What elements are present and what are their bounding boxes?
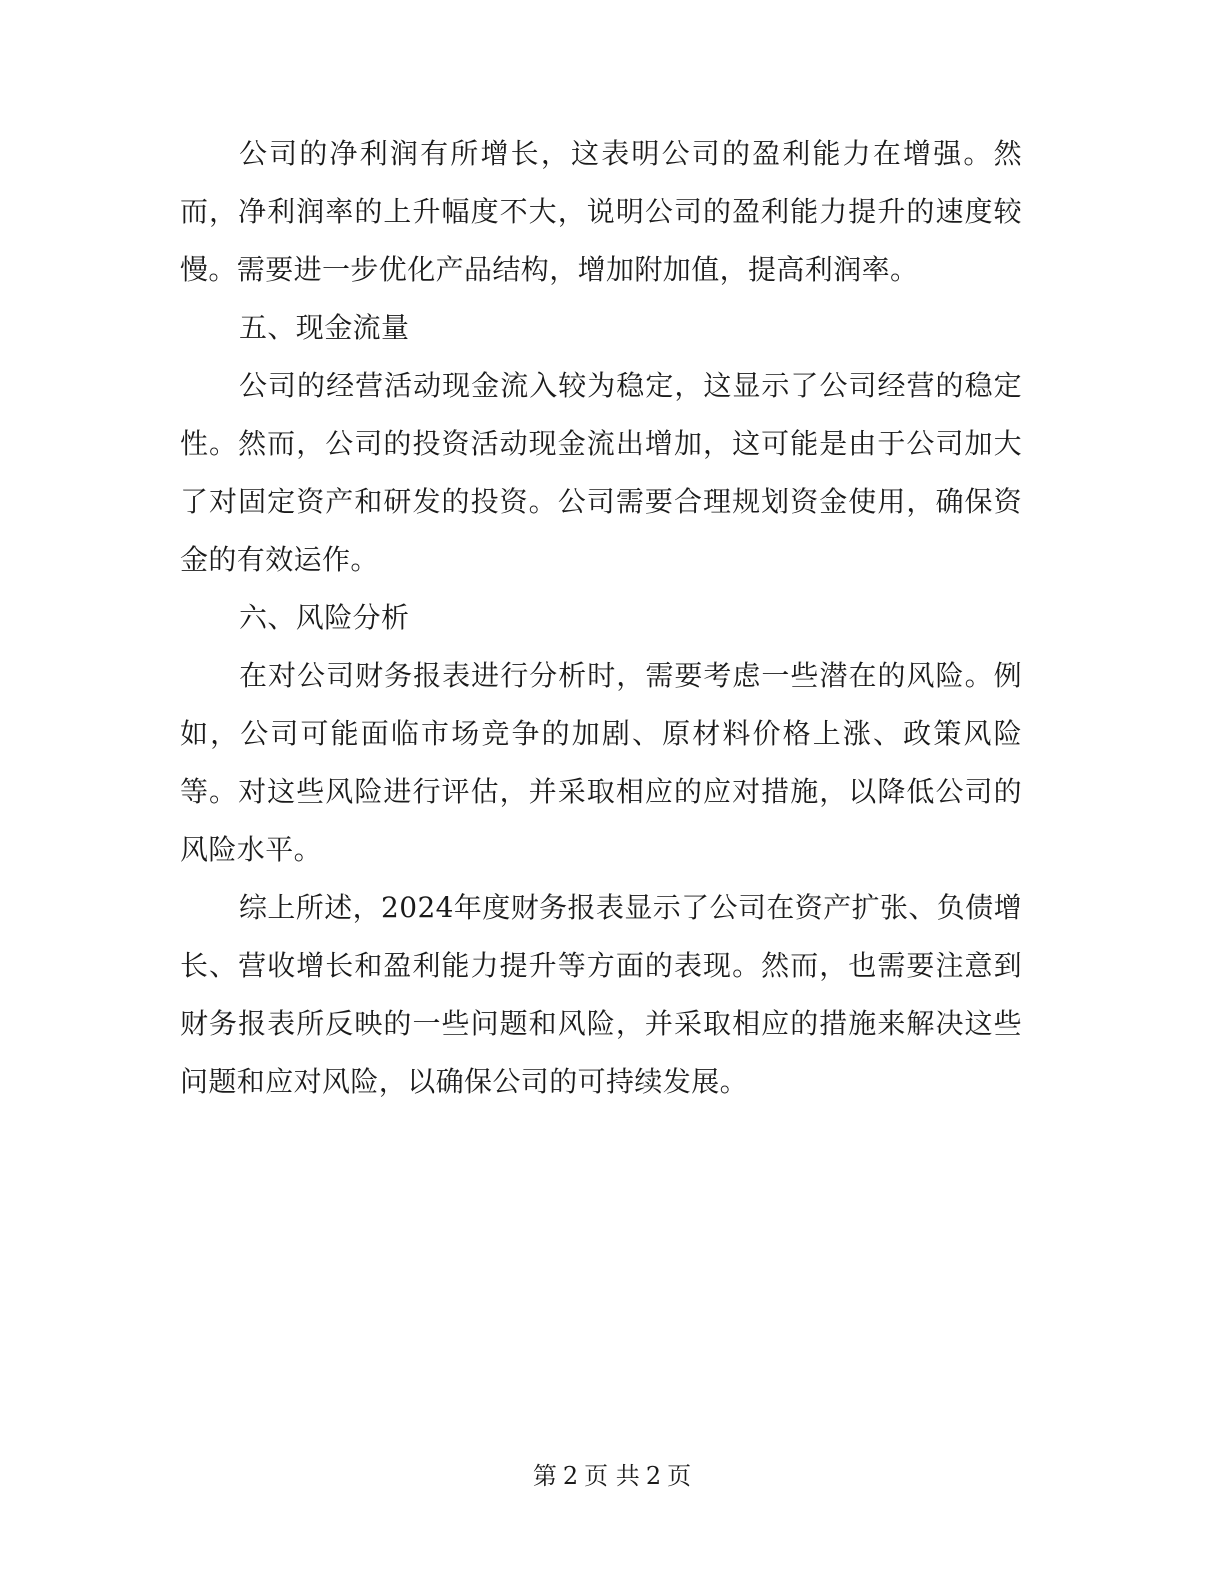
footer-middle: 页 共 [584,1462,640,1490]
document-body [180,125,1022,1111]
heading-risk-analysis: 六、风险分析 [239,601,410,634]
footer-suffix: 页 [667,1462,692,1490]
page-footer [0,1460,1224,1492]
footer-page-number: 2 [562,1462,579,1490]
paragraph-net-profit: 公司的净利润有所增长，这表明公司的盈利能力在增强。然而，净利润率的上升幅度不大，说明公司的盈利能力提升的速度较慢。需要进一步优化产品结构，增加附加值，提高利润率。 [180,137,1022,286]
paragraph-cash-flow: 公司的经营活动现金流入较为稳定，这显示了公司经营的稳定性。然而，公司的投资活动现金流出增加，这可能是由于公司加大了对固定资产和研发的投资。公司需要合理规划资金使用，确保资金的有效运作。 [180,369,1022,576]
paragraph-risk-analysis: 在对公司财务报表进行分析时，需要考虑一些潜在的风险。例如，公司可能面临市场竞争的加剧、原材料价格上涨、政策风险等。对这些风险进行评估，并采取相应的应对措施，以降低公司的风险水平。 [180,659,1022,866]
paragraph-conclusion: 综上所述，2024年度财务报表显示了公司在资产扩张、负债增长、营收增长和盈利能力提升等方面的表现。然而，也需要注意到财务报表所反映的一些问题和风险，并采取相应的措施来解决这些问题和应对风险，以确保公司的可持续发展。 [180,891,1022,1098]
footer-total-pages: 2 [645,1462,662,1490]
footer-prefix: 第 [532,1462,557,1490]
heading-cash-flow: 五、现金流量 [239,311,410,344]
